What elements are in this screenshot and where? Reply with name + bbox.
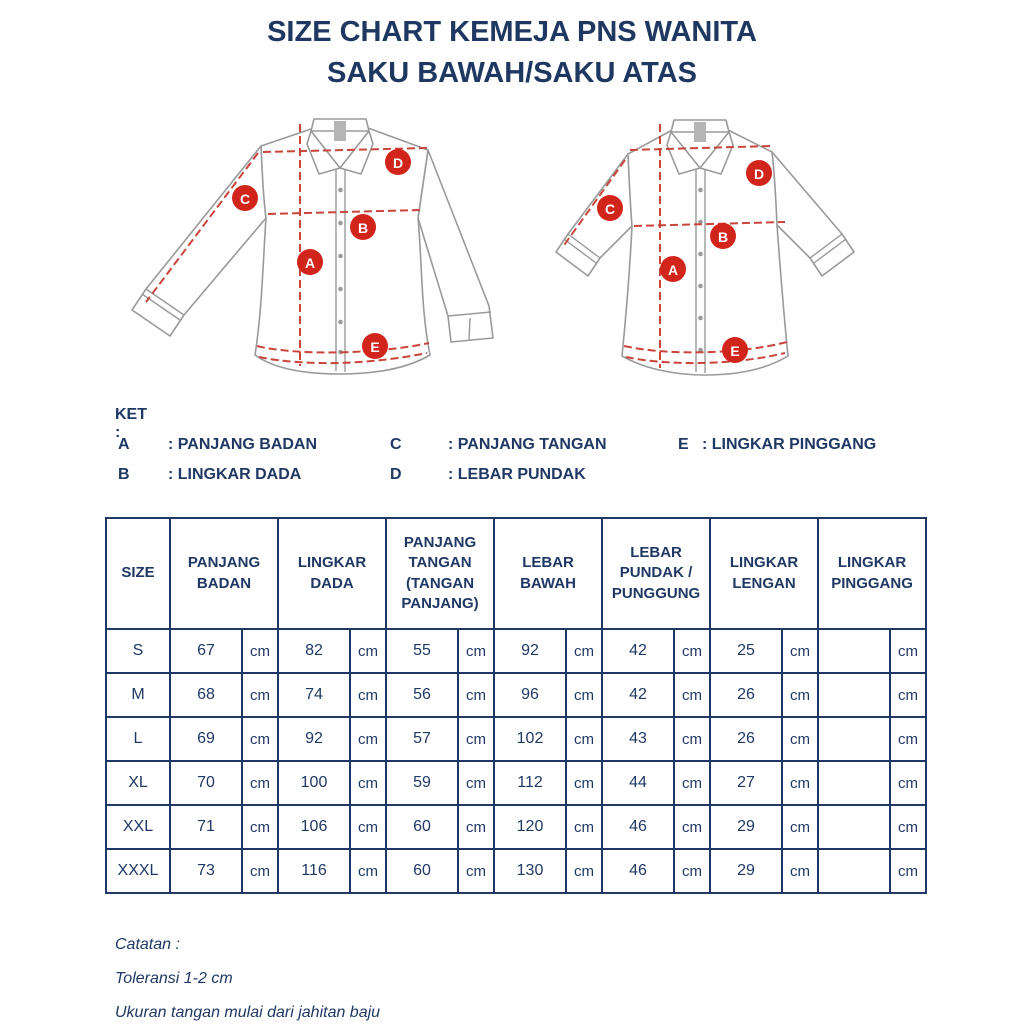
unit-cell: cm (782, 673, 818, 717)
value-cell: 92 (494, 629, 566, 673)
value-cell (818, 717, 890, 761)
unit-cell: cm (566, 717, 602, 761)
value-cell: 92 (278, 717, 350, 761)
unit-cell: cm (566, 673, 602, 717)
svg-text:D: D (392, 155, 404, 171)
legend-text: : PANJANG TANGAN (448, 436, 607, 453)
badge-c (232, 185, 258, 211)
legend-text: : PANJANG BADAN (168, 436, 318, 453)
value-cell: 96 (494, 673, 566, 717)
value-cell: 29 (710, 805, 782, 849)
unit-cell: cm (674, 717, 710, 761)
value-cell: 71 (170, 805, 242, 849)
page-title (0, 12, 1024, 94)
value-cell: 130 (494, 849, 566, 893)
size-cell: M (106, 673, 170, 717)
svg-text:A: A (667, 262, 679, 278)
svg-text:B: B (717, 229, 729, 245)
unit-cell: cm (674, 761, 710, 805)
unit-cell: cm (350, 717, 386, 761)
value-cell: 100 (278, 761, 350, 805)
svg-text:C: C (604, 201, 616, 217)
badge-e (362, 333, 388, 359)
note-sleeve: Ukuran tangan mulai dari jahitan baju (115, 1004, 381, 1021)
legend-letter: B (118, 466, 130, 483)
value-cell: 59 (386, 761, 458, 805)
unit-cell: cm (782, 849, 818, 893)
unit-cell: cm (242, 761, 278, 805)
unit-cell: cm (674, 849, 710, 893)
unit-cell: cm (890, 761, 926, 805)
table-row (106, 805, 926, 849)
value-cell: 120 (494, 805, 566, 849)
value-cell: 42 (602, 629, 674, 673)
value-cell: 69 (170, 717, 242, 761)
badge-b (710, 223, 736, 249)
svg-text:D: D (753, 166, 765, 182)
value-cell: 26 (710, 717, 782, 761)
svg-text:A: A (304, 255, 316, 271)
value-cell: 60 (386, 805, 458, 849)
note-heading: Catatan : (115, 936, 180, 953)
badge-d (385, 149, 411, 175)
unit-cell: cm (242, 629, 278, 673)
unit-cell: cm (890, 673, 926, 717)
unit-cell: cm (782, 629, 818, 673)
value-cell (818, 761, 890, 805)
col-header: LINGKAR DADA (278, 518, 386, 629)
value-cell: 68 (170, 673, 242, 717)
value-cell: 116 (278, 849, 350, 893)
unit-cell: cm (890, 849, 926, 893)
unit-cell: cm (890, 629, 926, 673)
unit-cell: cm (890, 717, 926, 761)
badge-a (660, 256, 686, 282)
svg-text:C: C (239, 191, 251, 207)
unit-cell: cm (350, 849, 386, 893)
legend-entry-c (390, 436, 607, 454)
badge-a (297, 249, 323, 275)
legend-text: : LINGKAR DADA (168, 466, 302, 483)
legend-text: : LINGKAR PINGGANG (702, 436, 877, 453)
legend-letter: E (678, 436, 689, 453)
left-sleeve (132, 146, 266, 336)
value-cell (818, 805, 890, 849)
value-cell (818, 673, 890, 717)
value-cell: 27 (710, 761, 782, 805)
table-row (106, 761, 926, 805)
value-cell: 102 (494, 717, 566, 761)
value-cell (818, 849, 890, 893)
value-cell: 70 (170, 761, 242, 805)
legend-letter: D (390, 466, 402, 483)
legend-entry-b (118, 466, 301, 484)
badge-d (746, 160, 772, 186)
unit-cell: cm (350, 673, 386, 717)
badge-b (350, 214, 376, 240)
size-cell: S (106, 629, 170, 673)
unit-cell: cm (674, 673, 710, 717)
unit-cell: cm (458, 717, 494, 761)
value-cell: 112 (494, 761, 566, 805)
size-cell: L (106, 717, 170, 761)
long-sleeve-shirt-diagram (118, 106, 523, 401)
unit-cell: cm (458, 849, 494, 893)
col-header-size: SIZE (106, 518, 170, 629)
col-header: PANJANG TANGAN (TANGAN PANJANG) (386, 518, 494, 629)
value-cell: 73 (170, 849, 242, 893)
right-sleeve (772, 152, 854, 276)
unit-cell: cm (782, 717, 818, 761)
collar-label (334, 121, 346, 141)
table-row (106, 629, 926, 673)
badge-c (597, 195, 623, 221)
unit-cell: cm (242, 805, 278, 849)
unit-cell: cm (458, 761, 494, 805)
unit-cell: cm (458, 629, 494, 673)
unit-cell: cm (350, 629, 386, 673)
value-cell: 82 (278, 629, 350, 673)
col-header: LINGKAR LENGAN (710, 518, 818, 629)
badge-e (722, 337, 748, 363)
col-header: LEBAR PUNDAK / PUNGGUNG (602, 518, 710, 629)
value-cell: 67 (170, 629, 242, 673)
value-cell: 46 (602, 805, 674, 849)
size-cell: XL (106, 761, 170, 805)
value-cell: 57 (386, 717, 458, 761)
table-row (106, 849, 926, 893)
notes (115, 928, 380, 1024)
size-cell: XXL (106, 805, 170, 849)
svg-text:E: E (370, 339, 380, 355)
svg-text:E: E (730, 343, 740, 359)
note-tolerance: Toleransi 1-2 cm (115, 970, 233, 987)
legend-entry-a (118, 436, 317, 454)
col-header: PANJANG BADAN (170, 518, 278, 629)
table-row (106, 717, 926, 761)
value-cell: 74 (278, 673, 350, 717)
svg-text:B: B (357, 220, 369, 236)
unit-cell: cm (566, 629, 602, 673)
value-cell: 25 (710, 629, 782, 673)
collar-label (694, 122, 706, 142)
unit-cell: cm (350, 805, 386, 849)
unit-cell: cm (674, 805, 710, 849)
legend-letter: A (118, 436, 130, 453)
unit-cell: cm (782, 805, 818, 849)
legend-heading: KET : (115, 406, 147, 441)
unit-cell: cm (566, 849, 602, 893)
unit-cell: cm (566, 761, 602, 805)
legend-entry-d (390, 466, 586, 484)
value-cell: 42 (602, 673, 674, 717)
col-header: LEBAR BAWAH (494, 518, 602, 629)
value-cell: 46 (602, 849, 674, 893)
table-header-row (106, 518, 926, 629)
value-cell: 29 (710, 849, 782, 893)
unit-cell: cm (674, 629, 710, 673)
value-cell: 106 (278, 805, 350, 849)
table-row (106, 673, 926, 717)
value-cell: 60 (386, 849, 458, 893)
unit-cell: cm (242, 673, 278, 717)
unit-cell: cm (458, 805, 494, 849)
size-table (105, 517, 927, 894)
unit-cell: cm (782, 761, 818, 805)
unit-cell: cm (458, 673, 494, 717)
legend-text: : LEBAR PUNDAK (448, 466, 586, 483)
legend-letter: C (390, 436, 402, 453)
size-cell: XXXL (106, 849, 170, 893)
col-header: LINGKAR PINGGANG (818, 518, 926, 629)
value-cell: 26 (710, 673, 782, 717)
value-cell: 43 (602, 717, 674, 761)
title-line-1: SIZE CHART KEMEJA PNS WANITA (267, 16, 757, 48)
legend-entry-e (678, 436, 876, 454)
unit-cell: cm (350, 761, 386, 805)
value-cell: 56 (386, 673, 458, 717)
unit-cell: cm (566, 805, 602, 849)
unit-cell: cm (242, 849, 278, 893)
value-cell (818, 629, 890, 673)
unit-cell: cm (890, 805, 926, 849)
three-quarter-sleeve-shirt-diagram (540, 106, 905, 401)
value-cell: 55 (386, 629, 458, 673)
value-cell: 44 (602, 761, 674, 805)
title-line-2: SAKU BAWAH/SAKU ATAS (326, 57, 698, 89)
unit-cell: cm (242, 717, 278, 761)
